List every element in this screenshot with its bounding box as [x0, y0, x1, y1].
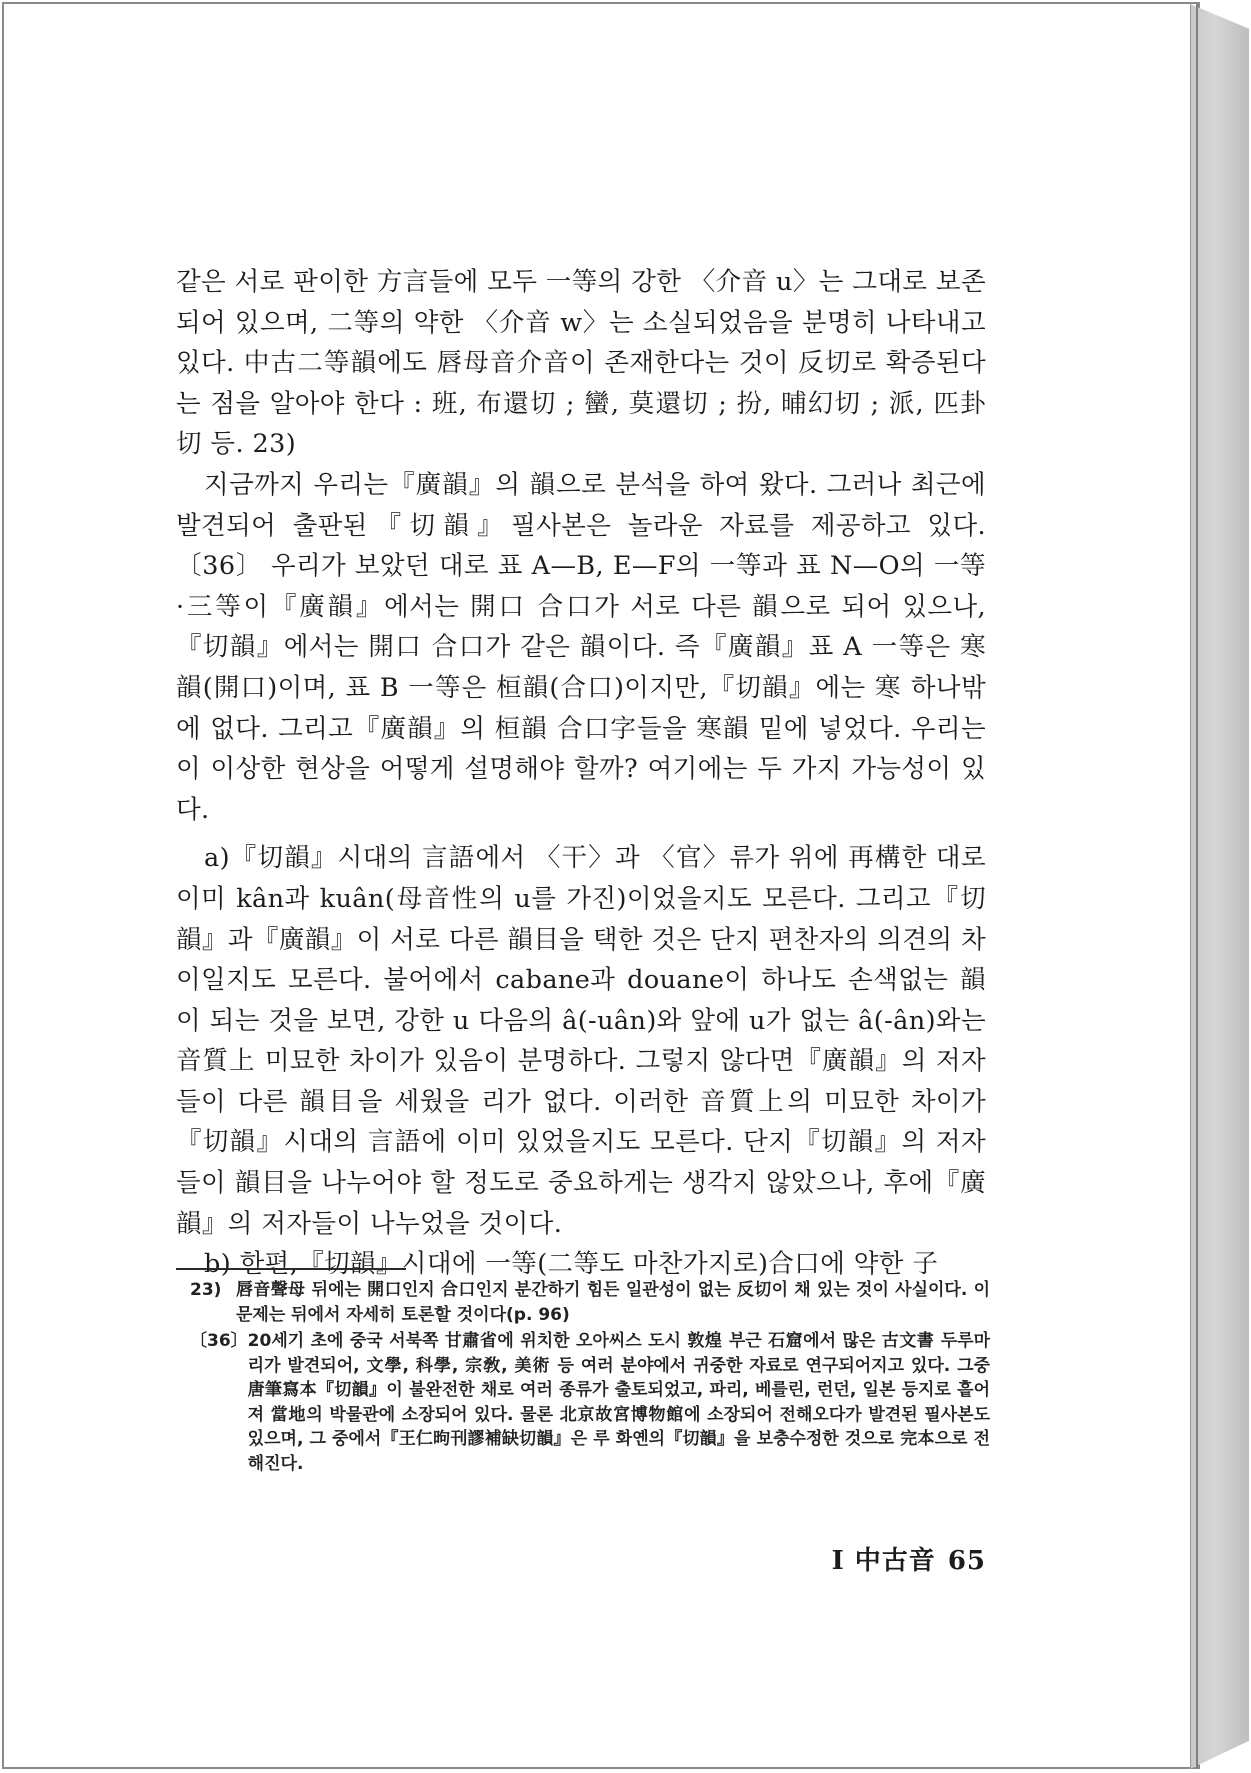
footnote-36	[190, 1329, 990, 1476]
chapter-label: I 中古音	[831, 1546, 936, 1576]
footnote-divider	[176, 1268, 406, 1270]
paragraph-2: 지금까지 우리는『廣韻』의 韻으로 분석을 하여 왔다. 그러나 최근에 발견되어 출판된『切韻』필사본은 놀라운 자료를 제공하고 있다. 〔36〕 우리가 보았던 대로 표 A—B, E—F의 一等과 표 N—O의 一等·三等이『廣韻』에서는 開口 合口가 서로 다른 韻으로 되어 있으나,『切韻』에서는 開口 合口가 같은 韻이다. 즉『廣韻』표 A 一等은 寒韻(開口)이며, 표 B 一等은 桓韻(合口)이지만,『切韻』에는 寒 하나밖에 없다. 그리고『廣韻』의 桓韻 合口字들을 寒韻 밑에 넣었다. 우리는 이 이상한 현상을 어떻게 설명해야 할까? 여기에는 두 가지 가능성이 있다.	[176, 469, 986, 825]
page-footer	[806, 1540, 986, 1577]
paragraph-4: b) 한편,『切韻』시대에 一等(二等도 마찬가지로)合口에 약한 子	[204, 1249, 939, 1280]
paragraph-1: 같은 서로 판이한 方言들에 모두 一等의 강한 〈介音 u〉는 그대로 보존되어 있으며, 二等의 약한 〈介音 w〉는 소실되었음을 분명히 나타내고 있다. 中古二等韻에도 唇母音介音이 존재한다는 것이 反切로 확증된다는 점을 알아야 한다 : 班, 布還切 ; 蠻, 莫還切 ; 扮, 晡幻切 ; 派, 匹卦切 등. 23)	[176, 267, 986, 460]
footnote-text: 20세기 초에 중국 서북쪽 甘肅省에 위치한 오아씨스 도시 敦煌 부근 石窟에서 많은 古文書 두루마리가 발견되어, 文學, 科學, 宗敎, 美術 등 여러 분야에서 귀중한 자료로 연구되어지고 있다. 그중 唐筆寫本『切韻』이 불완전한 채로 여러 종류가 출토되었고, 파리, 베를린, 런던, 일본 등지로 흩어져 當地의 박물관에 소장되어 있다. 물론 北京故宮博物館에 소장되어 전해오다가 발견된 필사본도 있으며, 그 중에서『王仁昫刊謬補缺切韻』은 루 화옌의『切韻』을 보충수정한 것으로 完本으로 전해진다.	[247, 1331, 990, 1474]
page-edge-line	[1196, 4, 1198, 1769]
page-stack-edge	[1190, 4, 1249, 1769]
paragraph-3: a)『切韻』시대의 言語에서 〈干〉과 〈官〉류가 위에 再構한 대로 이미 kân과 kuân(母音性의 u를 가진)이었을지도 모른다. 그리고『切韻』과『廣韻』이 서로 다른 韻目을 택한 것은 단지 편찬자의 의견의 차이일지도 모른다. 불어에서 cabane과 douane이 하나도 손색없는 韻이 되는 것을 보면, 강한 u 다음의 â(-uân)와 앞에 u가 없는 â(-ân)와는 音質上 미묘한 차이가 있음이 분명하다. 그렇지 않다면『廣韻』의 저자들이 다른 韻目을 세웠을 리가 없다. 이러한 音質上의 미묘한 차이가『切韻』시대의 言語에 이미 있었을지도 모른다. 단지『切韻』의 저자들이 韻目을 나누어야 할 정도로 중요하게는 생각지 않았으나, 후에『廣韻』의 저자들이 나누었을 것이다.	[176, 843, 986, 1239]
footnotes	[190, 1278, 990, 1476]
footnote-23	[190, 1278, 990, 1327]
main-text	[176, 262, 986, 1285]
footnote-mark: 〔36〕	[190, 1331, 248, 1351]
page-number: 65	[947, 1546, 986, 1576]
footnote-text: 唇音聲母 뒤에는 開口인지 合口인지 분간하기 힘든 일관성이 없는 反切이 채 있는 것이 사실이다. 이 문제는 뒤에서 자세히 토론할 것이다(p. 96)	[236, 1280, 990, 1325]
footnote-mark: 23)	[190, 1280, 222, 1300]
